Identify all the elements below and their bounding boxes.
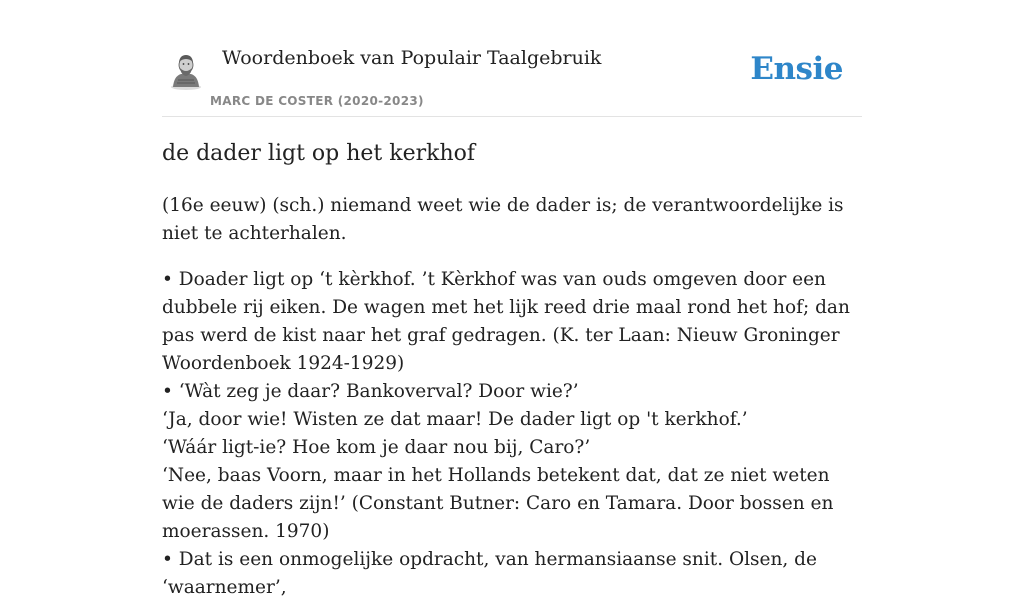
author-portrait-icon <box>168 52 204 90</box>
ensie-logo-link[interactable]: Ensie <box>750 51 843 87</box>
dictionary-title[interactable]: Woordenboek van Populair Taalgebruik <box>222 47 602 69</box>
example-line: • ‘Wàt zeg je daar? Bankoverval? Door wie?’ <box>162 381 579 402</box>
example-line: ‘Wáár ligt-ie? Hoe kom je daar nou bij, Caro?’ <box>162 437 591 458</box>
example-line: • Dat is een onmogelijke opdracht, van hermansiaanse snit. Olsen, de ‘waarnemer’, <box>162 549 817 598</box>
example-line: ‘Nee, baas Voorn, maar in het Hollands betekent dat, dat ze niet weten wie de daders zijn!’ (Constant Butner: Caro en Tamara. Door bossen en moerassen. 1970) <box>162 465 834 542</box>
example-line: ‘Ja, door wie! Wisten ze dat maar! De dader ligt op 't kerkhof.’ <box>162 409 748 430</box>
author-name[interactable]: MARC DE COSTER (2020-2023) <box>210 94 424 108</box>
example-line: • Doader ligt op ‘t kèrkhof. ’t Kèrkhof was van ouds omgeven door een dubbele rij eiken. De wagen met het lijk reed drie maal rond het hof; dan pas werd de kist naar het graf gedragen. (K. ter Laan: Nieuw Groninger Woordenboek 1924-1929) <box>162 269 850 374</box>
entry-examples <box>162 266 868 602</box>
site-header <box>162 0 862 117</box>
entry-content <box>162 138 868 602</box>
entry-definition: (16e eeuw) (sch.) niemand weet wie de dader is; de verantwoordelijke is niet te achterhalen. <box>162 195 844 244</box>
entry-title: de dader ligt op het kerkhof <box>162 141 475 166</box>
